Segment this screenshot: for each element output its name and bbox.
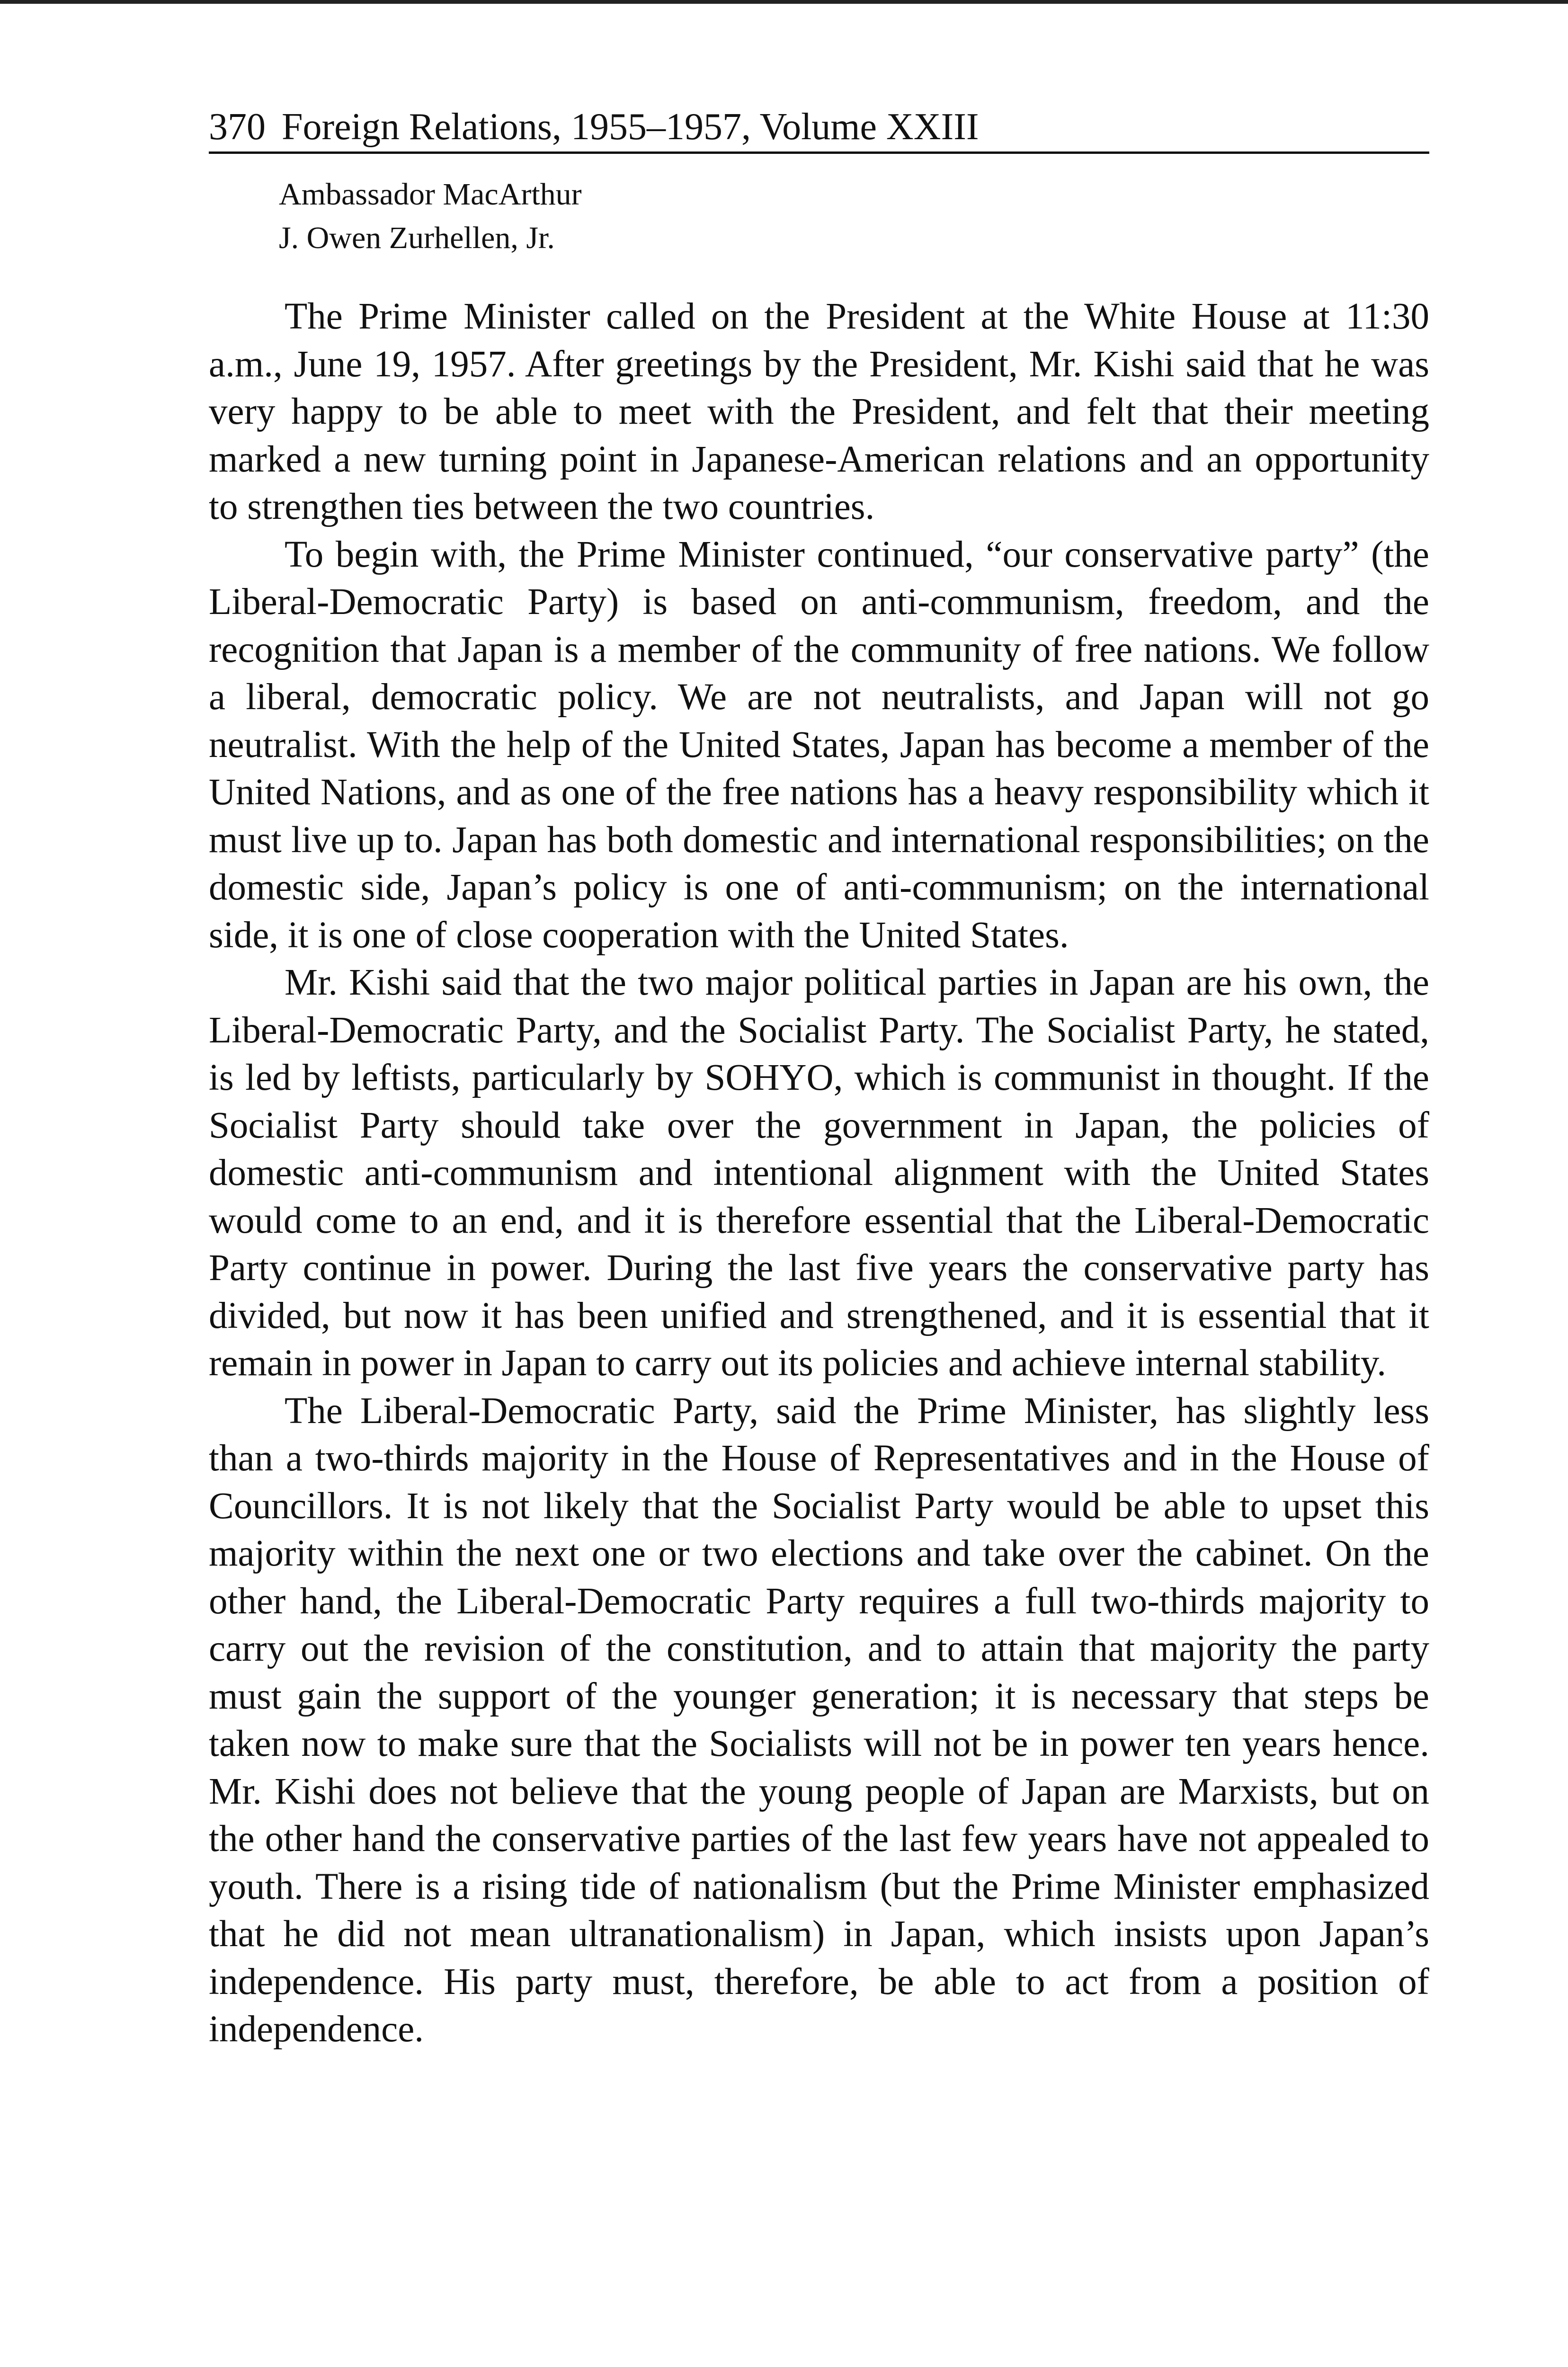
body-paragraph: To begin with, the Prime Minister continued, “our conservative party” (the Liberal-Democratic Party) is based on anti-communism, freedom, and the recognition that Japan is a member of the community of free nations. We follow a liberal, democratic policy. We are not neutralists, and Japan will not go neutralist. With the help of the United States, Japan has become a member of the United Nations, and as one of the free nations has a heavy responsibility which it must live up to. Japan has both domestic and international responsibilities; on the domestic side, Japan’s policy is one of anti-communism; on the international side, it is one of close cooperation with the United States. [209, 534, 1429, 956]
running-title: Foreign Relations, 1955–1957, Volume XXIII [282, 106, 979, 148]
body-paragraph: The Liberal-Democratic Party, said the Prime Minister, has slightly less than a two-thirds majority in the House of Representatives and in the House of Councillors. It is not likely that the Socialist Party would be able to upset this majority within the next one or two elections and take over the cabinet. On the other hand, the Liberal-Democratic Party requires a full two-thirds majority to carry out the revision of the constitution, and to attain that majority the party must gain the support of the younger generation; it is necessary that steps be taken now to make sure that the Socialists will not be in power ten years hence. Mr. Kishi does not believe that the young people of Japan are Marxists, but on the other hand the conservative parties of the last few years have not appealed to youth. There is a rising tide of nationalism (but the Prime Minister emphasized that he did not mean ultranationalism) in Japan, which insists upon Japan’s independence. His party must, therefore, be able to act from a position of independence. [209, 1390, 1429, 2050]
body-paragraph: The Prime Minister called on the President at the White House at 11:30 a.m., June 19, 1957. After greetings by the President, Mr. Kishi said that he was very happy to be able to meet with the President, and felt that their meeting marked a new turning point in Japanese-American relations and an opportunity to strengthen ties between the two countries. [209, 296, 1429, 527]
page-number: 370 [209, 106, 266, 148]
participant-name: J. Owen Zurhellen, Jr. [279, 221, 555, 255]
running-header [209, 104, 1429, 154]
participants-list [279, 173, 1429, 260]
body-paragraph: Mr. Kishi said that the two major political parties in Japan are his own, the Liberal-Democratic Party, and the Socialist Party. The Socialist Party, he stated, is led by leftists, particularly by SOHYO, which is communist in thought. If the Socialist Party should take over the government in Japan, the policies of domestic anti-communism and intentional alignment with the United States would come to an end, and it is therefore essential that the Liberal-Democratic Party continue in power. During the last five years the conservative party has divided, but now it has been unified and strengthened, and it is essential that it remain in power in Japan to carry out its policies and achieve internal stability. [209, 962, 1429, 1384]
memorandum-body [209, 293, 1429, 2054]
document-page [209, 104, 1429, 2054]
participant-name: Ambassador MacArthur [279, 177, 582, 212]
top-border-rule [0, 0, 1568, 4]
